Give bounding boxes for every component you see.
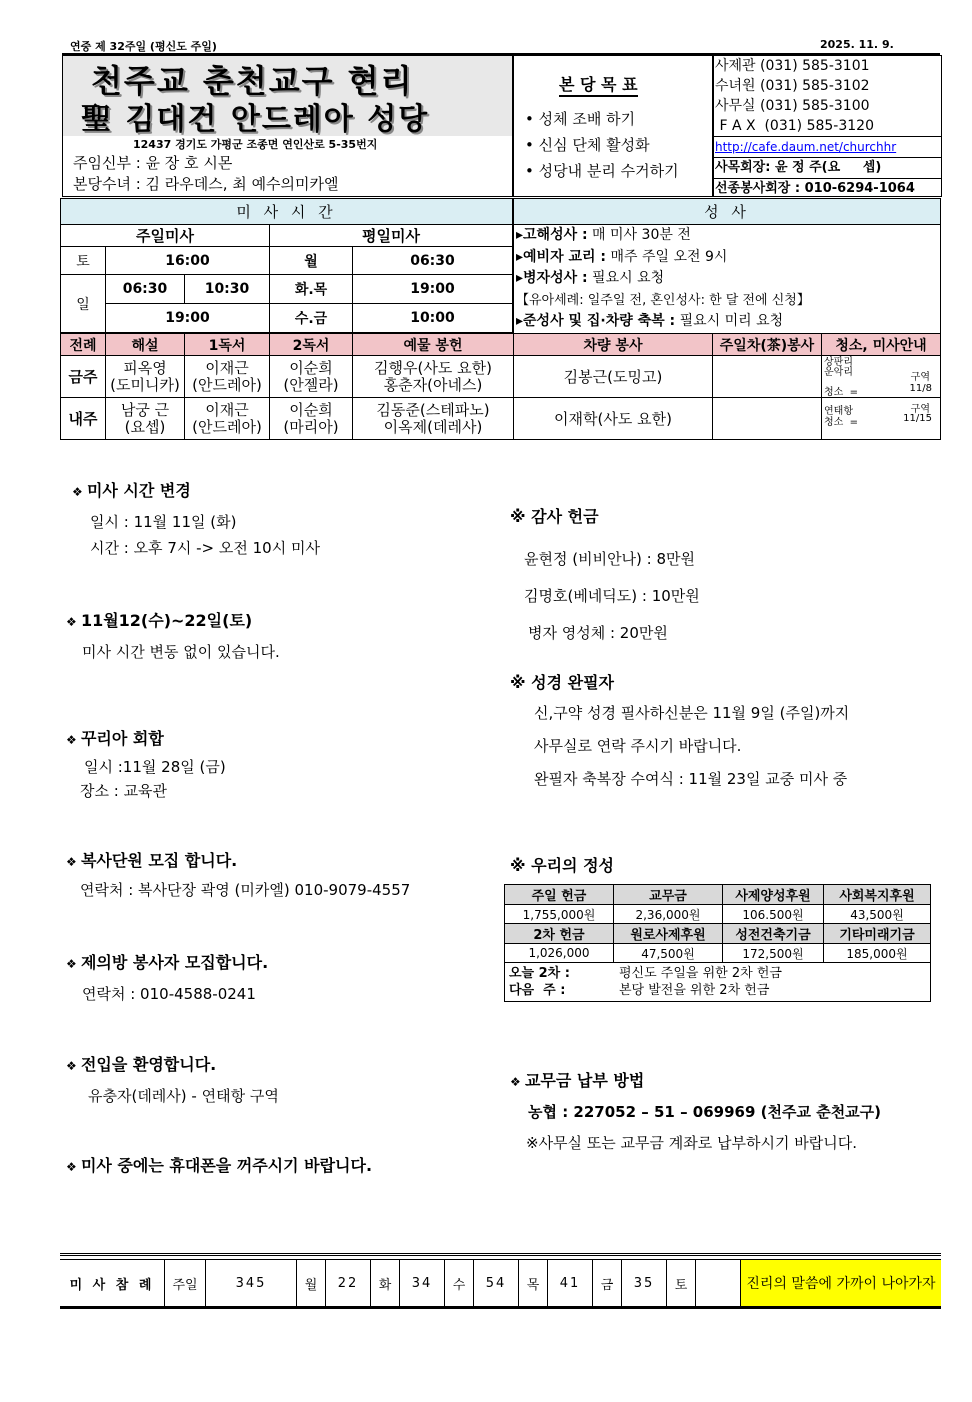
contact-rectory: 사제관 (031) 585-3101 bbox=[715, 58, 870, 74]
contact-box bbox=[712, 55, 942, 197]
offering-header: 성전건축기금 bbox=[723, 924, 824, 944]
sacrament-list bbox=[514, 225, 941, 334]
sunday-mass-header: 주일미사 bbox=[61, 225, 270, 247]
offering-value: 106.500원 bbox=[723, 905, 824, 924]
goals-title: 본 당 목 표 bbox=[559, 72, 638, 97]
notice-line: 연락처 : 복사단장 곽영 (미카엘) 010-9079-4557 bbox=[80, 881, 411, 899]
sun-time-2: 10:30 bbox=[185, 275, 270, 304]
cafe-link[interactable]: http://cafe.daum.net/churchhr bbox=[713, 136, 941, 157]
cleaning-cell bbox=[822, 356, 941, 398]
offering-header: 사회복지후원 bbox=[824, 885, 931, 905]
dues-account: 농협 : 227052 – 51 – 069969 (천주교 춘천교구) bbox=[528, 1103, 882, 1121]
sun-time-1: 06:30 bbox=[106, 275, 185, 304]
thanks-line: 김명호(베네딕도) : 10만원 bbox=[524, 587, 700, 605]
bible-title: ※ 성경 완필자 bbox=[510, 673, 614, 692]
bible-line: 사무실로 연락 주시기 바랍니다. bbox=[534, 737, 742, 755]
notice-title: ❖ 꾸리아 회합 bbox=[66, 726, 226, 749]
thanks-line: 병자 영성체 : 20만원 bbox=[528, 624, 668, 642]
day-count: 54 bbox=[474, 1260, 519, 1308]
notice-period bbox=[66, 608, 280, 662]
sun-label: 일 bbox=[61, 275, 106, 333]
goals-list bbox=[525, 106, 679, 184]
notice-title: ❖ 전입을 환영합니다. bbox=[66, 1052, 279, 1075]
col-commentary: 해설 bbox=[106, 334, 185, 356]
sacrament-header: 성 사 bbox=[514, 199, 941, 225]
church-name: 김대건 안드레아 성당 bbox=[125, 102, 430, 137]
sat-label: 토 bbox=[61, 247, 106, 275]
reader-1: 이재근 (안드레아) bbox=[185, 398, 270, 440]
day-label: 토 bbox=[667, 1260, 696, 1308]
notice-line: 장소 : 교육관 bbox=[80, 782, 168, 800]
contact-convent: 수녀원 (031) 585-3102 bbox=[715, 78, 870, 94]
offering-value: 43,500원 bbox=[824, 905, 931, 924]
attendance-top-rule bbox=[60, 1253, 941, 1256]
table-row bbox=[61, 356, 941, 398]
catechumen-row: ▸예비자 교리 : 매주 주일 오전 9시 bbox=[516, 248, 728, 265]
title-line-1: 천주교 춘천교구 현리 bbox=[91, 62, 414, 100]
dues-title: ❖ 교무금 납부 방법 bbox=[510, 1068, 881, 1091]
blessing-row: ▸준성사 및 집·차량 축복 : 필요시 미리 요청 bbox=[516, 313, 784, 330]
notice-mass-change bbox=[72, 478, 320, 561]
table-row bbox=[61, 398, 941, 440]
next-text: 본당 발전을 위한 2차 헌금 bbox=[619, 983, 770, 998]
mon-time: 06:30 bbox=[353, 247, 513, 275]
vehicle-volunteer: 김봉근(도밍고) bbox=[514, 356, 713, 398]
day-label: 월 bbox=[297, 1260, 326, 1308]
offering-bearers: 김동준(스테파노) 이옥제(데레사) bbox=[353, 398, 514, 440]
confession-row: ▸고해성사 : 매 미사 30분 전 bbox=[516, 227, 691, 243]
col-liturgy: 전례 bbox=[61, 334, 106, 356]
offering-header: 원로사제후원 bbox=[614, 924, 723, 944]
tea-volunteer bbox=[713, 398, 822, 440]
cleaning-district: 상판리 운악리 bbox=[824, 357, 853, 378]
offering-value: 1,026,000 bbox=[505, 944, 614, 963]
thanks-title: ※ 감사 헌금 bbox=[510, 507, 599, 526]
reader-2: 이순희 (안젤라) bbox=[270, 356, 353, 398]
col-offering: 예물 봉헌 bbox=[353, 334, 514, 356]
col-vehicle: 차량 봉사 bbox=[514, 334, 713, 356]
col-cleaning: 청소, 미사안내 bbox=[822, 334, 941, 356]
district-label: 구역 bbox=[910, 372, 930, 383]
dues-section bbox=[510, 1068, 881, 1153]
tea-volunteer bbox=[713, 356, 822, 398]
goal-item: • 신심 단체 활성화 bbox=[525, 136, 650, 154]
day-count: 41 bbox=[548, 1260, 593, 1308]
day-label: 주일 bbox=[165, 1260, 206, 1308]
motto: 진리의 말씀에 가까이 나아가자 bbox=[741, 1260, 942, 1308]
notice-title: ❖ 복사단원 모집 합니다. bbox=[66, 848, 410, 871]
day-count: 35 bbox=[622, 1260, 667, 1308]
cleaning-label: 청소 = bbox=[824, 417, 859, 428]
offering-value: 1,755,000원 bbox=[505, 905, 614, 924]
goal-item: • 성체 조배 하기 bbox=[525, 110, 636, 128]
offering-title-text: ※ 우리의 정성 bbox=[510, 856, 614, 875]
duty-table bbox=[60, 333, 941, 440]
notice-line: 시간 : 오후 7시 -> 오전 10시 미사 bbox=[90, 539, 320, 557]
cleaning-cell bbox=[822, 398, 941, 440]
title-box bbox=[62, 55, 514, 197]
commentator: 피옥영 (도미니카) bbox=[106, 356, 185, 398]
offering-value: 185,000원 bbox=[824, 944, 931, 963]
thanks-line: 윤현정 (비비안나) : 8만원 bbox=[524, 550, 696, 568]
tue-time: 19:00 bbox=[353, 275, 513, 304]
issue-date: 2025. 11. 9. bbox=[820, 38, 894, 51]
mass-header: 미 사 시 간 bbox=[61, 199, 513, 225]
notice-title: ❖ 미사 시간 변경 bbox=[72, 478, 320, 501]
offering-value: 47,500원 bbox=[614, 944, 723, 963]
col-reading2: 2독서 bbox=[270, 334, 353, 356]
week-label: 금주 bbox=[61, 356, 106, 398]
goal-item: • 성당내 분리 수거하기 bbox=[525, 162, 679, 180]
bible-line: 완필자 축복장 수여식 : 11월 23일 교중 미사 중 bbox=[534, 770, 848, 788]
day-count bbox=[696, 1260, 741, 1308]
notice-line: 일시 : 11월 11일 (화) bbox=[90, 513, 237, 531]
notice-phones bbox=[66, 1153, 372, 1176]
reader-2: 이순희 (마리아) bbox=[270, 398, 353, 440]
mon-label: 월 bbox=[270, 247, 353, 275]
sacrament-table bbox=[513, 198, 941, 334]
notice-welcome bbox=[66, 1052, 279, 1106]
today-text: 평신도 주일을 위한 2차 헌금 bbox=[619, 966, 782, 981]
title-line-2 bbox=[81, 94, 429, 138]
attendance-table bbox=[60, 1259, 941, 1309]
vehicle-volunteer: 이재학(사도 요한) bbox=[514, 398, 713, 440]
district-label: 구역 bbox=[910, 404, 930, 415]
notice-altar-servers bbox=[66, 848, 410, 900]
col-reading1: 1독서 bbox=[185, 334, 270, 356]
day-count: 345 bbox=[206, 1260, 297, 1308]
offering-header: 2차 헌금 bbox=[505, 924, 614, 944]
bible-line: 신,구약 성경 필사하신분은 11월 9일 (주일)까지 bbox=[534, 704, 850, 722]
wed-label: 수.금 bbox=[270, 304, 353, 333]
day-label: 목 bbox=[519, 1260, 548, 1308]
today-label: 오늘 2차 : bbox=[509, 966, 570, 981]
offering-value: 2,36,000원 bbox=[614, 905, 723, 924]
bible-section bbox=[510, 670, 849, 796]
cleaning-date: 11/15 bbox=[903, 413, 932, 424]
reader-1: 이재근 (안드레아) bbox=[185, 356, 270, 398]
second-collection-notes bbox=[505, 963, 931, 1002]
notice-sacristy bbox=[66, 950, 268, 1004]
notice-line: 일시 :11월 28일 (금) bbox=[84, 758, 226, 776]
wed-time: 10:00 bbox=[353, 304, 513, 333]
offering-header: 사제양성후원 bbox=[723, 885, 824, 905]
day-label: 금 bbox=[593, 1260, 622, 1308]
notice-curia bbox=[66, 726, 226, 803]
sat-time: 16:00 bbox=[106, 247, 270, 275]
day-label: 수 bbox=[445, 1260, 474, 1308]
contact-fax: F A X (031) 585-3120 bbox=[715, 118, 874, 134]
cleaning-label: 청소 = bbox=[824, 387, 859, 398]
baptism-marriage-row: 【유아세례: 일주일 전, 혼인성사: 한 달 전에 신청】 bbox=[516, 292, 810, 308]
offering-header: 기타미래기금 bbox=[824, 924, 931, 944]
notice-line: 연락처 : 010-4588-0241 bbox=[82, 985, 256, 1003]
notice-title: ❖ 11월12(수)~22일(토) bbox=[66, 608, 280, 631]
notice-title: ❖ 제의방 봉사자 모집합니다. bbox=[66, 950, 268, 973]
funeral-president: 선종봉사회장 : 010-6294-1064 bbox=[713, 178, 941, 199]
thanks-section bbox=[510, 504, 700, 652]
goals-box bbox=[512, 55, 714, 197]
notice-title: ❖ 미사 중에는 휴대폰을 꺼주시기 바랍니다. bbox=[66, 1153, 372, 1176]
cleaning-date: 11/8 bbox=[909, 383, 932, 394]
priest: 주임신부 : 윤 장 호 시몬 bbox=[73, 154, 233, 172]
contact-office: 사무실 (031) 585-3100 bbox=[715, 98, 870, 114]
notice-line: 미사 시간 변동 없이 있습니다. bbox=[82, 643, 280, 661]
offering-table bbox=[504, 884, 931, 1002]
day-count: 34 bbox=[400, 1260, 445, 1308]
week-label: 내주 bbox=[61, 398, 106, 440]
commentator: 남궁 근 (요셉) bbox=[106, 398, 185, 440]
issue-label: 연중 제 32주일 (평신도 주일) bbox=[70, 40, 217, 53]
offering-header: 교무금 bbox=[614, 885, 723, 905]
attendance-label: 미 사 참 례 bbox=[60, 1260, 165, 1308]
address: 12437 경기도 가평군 조종면 연인산로 5-35번지 bbox=[133, 138, 378, 151]
cleaning-district: 연태항 bbox=[824, 406, 853, 417]
offering-header: 주일 헌금 bbox=[505, 885, 614, 905]
day-count: 22 bbox=[326, 1260, 371, 1308]
mass-table bbox=[60, 198, 513, 333]
offering-value: 172,500원 bbox=[723, 944, 824, 963]
council-president: 사목회장: 윤 정 주(요 셉) bbox=[713, 157, 941, 178]
next-label: 다음 주 : bbox=[509, 983, 566, 998]
weekday-mass-header: 평일미사 bbox=[270, 225, 513, 247]
nuns: 본당수녀 : 김 라우데스, 최 예수의미카엘 bbox=[73, 175, 339, 193]
col-tea: 주일차(茶)봉사 bbox=[713, 334, 822, 356]
tue-label: 화.목 bbox=[270, 275, 353, 304]
offering-bearers: 김행우(사도 요한) 홍춘자(아네스) bbox=[353, 356, 514, 398]
offering-title bbox=[510, 853, 614, 876]
notice-line: 유충자(데레사) - 연태항 구역 bbox=[88, 1087, 279, 1105]
saint-mark: 聖 bbox=[81, 102, 113, 137]
sun-time-3: 19:00 bbox=[106, 304, 270, 333]
dues-note: ※사무실 또는 교무금 계좌로 납부하시기 바랍니다. bbox=[526, 1134, 857, 1152]
day-label: 화 bbox=[371, 1260, 400, 1308]
anointing-row: ▸병자성사 : 필요시 요청 bbox=[516, 270, 665, 287]
